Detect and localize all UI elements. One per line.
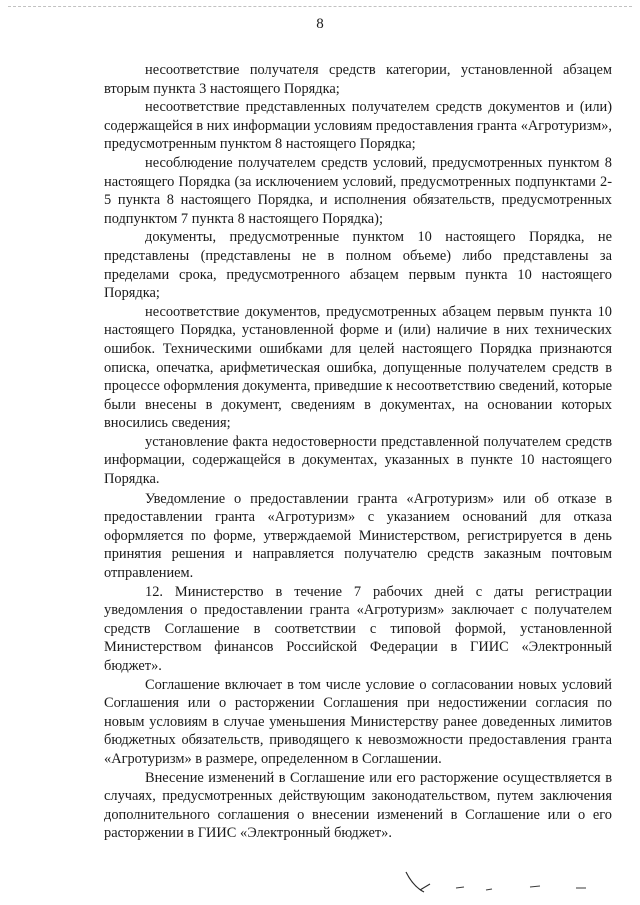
paragraph-section-12: 12. Министерство в течение 7 рабочих дней с даты регистрации уведомления о предоставлении гранта «Агротуризм» заключает с получателем средств Соглашение в соответствии с типовой формой, установленной Министерством финансов Российской Федерации в ГИИС «Электронный бюджет». <box>104 583 612 674</box>
signature-mark <box>400 866 610 896</box>
paragraph-criterion-documents: несоответствие представленных получателем средств документов и (или) содержащейся в них информации условиям предоставления гранта «Агротуризм», предусмотренным пунктом 8 настоящего Порядка; <box>104 99 612 153</box>
paragraph-agreement-changes: Внесение изменений в Соглашение или его расторжение осуществляется в случаях, предусмотренных действующим законодательством, путем заключения дополнительного соглашения о внесении изменений в Соглашение или о его расторжении в ГИИС «Электронный бюджет». <box>104 769 612 842</box>
paragraph-criterion-false-information: установление факта недостоверности представленной получателем средств информации, содержащейся в документах, указанных в пункте 10 настоящего Порядка. <box>104 433 612 488</box>
paragraph-agreement-terms: Соглашение включает в том числе условие о согласовании новых условий Соглашения или о расторжении Соглашения при недостижении согласия по новым условиям в случае уменьшения Министерству ранее доведенных лимитов бюджетных обязательств, приводящего к невозможности предоставления гранта «Агротуризм» в размере, определенном в Соглашении. <box>104 676 612 767</box>
document-body <box>104 61 612 843</box>
scan-edge <box>8 6 632 7</box>
paragraph-criterion-missing-documents: документы, предусмотренные пунктом 10 настоящего Порядка, не представлены (представлены не в полном объеме) либо представлены за пределами срока, предусмотренного абзацем первым пункта 10 настоящего Порядка; <box>104 229 612 302</box>
paragraph-criterion-category: несоответствие получателя средств категории, установленной абзацем вторым пункта 3 настоящего Порядка; <box>104 62 612 97</box>
paragraph-criterion-technical-errors: несоответствие документов, предусмотренных абзацем первым пункта 10 настоящего Порядка, установленной форме и (или) наличие в них технических ошибок. Техническими ошибками для целей настоящего Порядка признаются описка, опечатка, арифметическая ошибка, допущенные получателем средств в процессе оформления документа, приведшие к несоответствию сведений, которые были внесены в документ, сведениям в документах, на основании которых вносились сведения; <box>104 303 612 432</box>
page-number: 8 <box>316 16 324 32</box>
paragraph-criterion-conditions: несоблюдение получателем средств условий, предусмотренных пунктом 8 настоящего Порядка (за исключением условий, предусмотренных подпунктами 2-5 пункта 8 настоящего Порядка, и исполнения обязательств, предусмотренных подпунктом 7 пункта 8 настоящего Порядка); <box>104 154 612 227</box>
paragraph-notification: Уведомление о предоставлении гранта «Агротуризм» или об отказе в предоставлении гранта «Агротуризм» с указанием оснований для отказа оформляется по форме, утверждаемой Министерством, регистрируется в день принятия решения и направляется получателю средств заказным почтовым отправлением. <box>104 490 612 582</box>
